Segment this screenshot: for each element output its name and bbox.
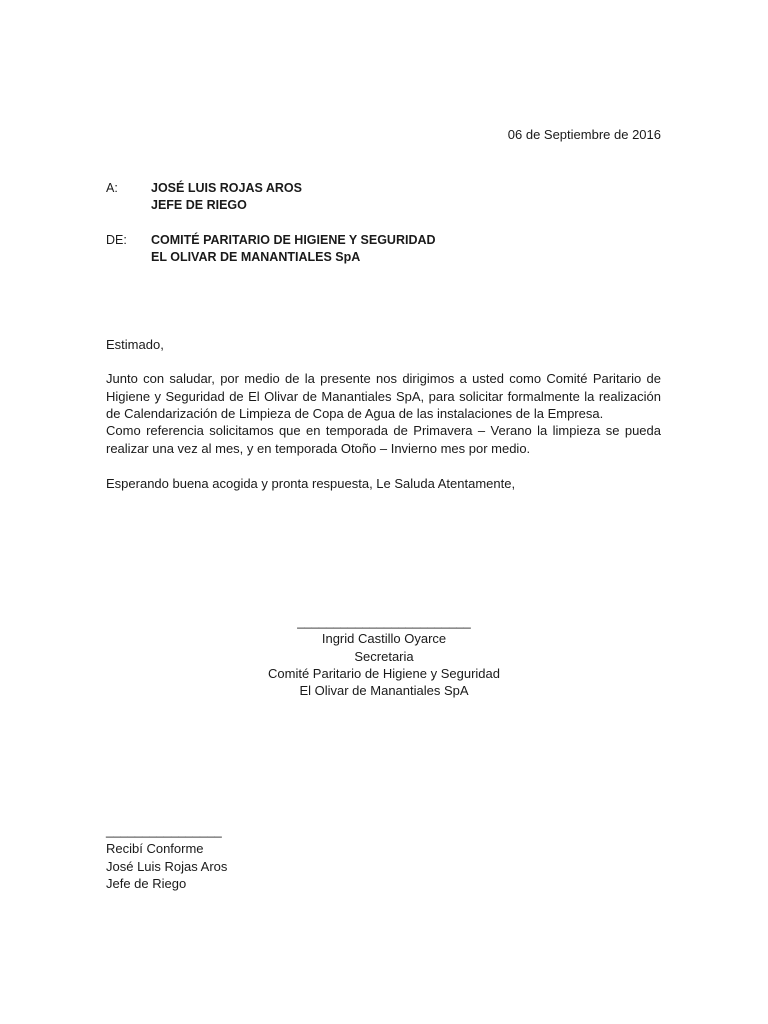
receipt-block [106,822,227,893]
recipient-title: JEFE DE RIEGO [151,198,247,212]
receipt-signature-line: ________________ [106,823,222,838]
signer-role: Secretaria [354,648,414,664]
recipient-label: A: [106,181,118,195]
closing-line: Esperando buena acogida y pronta respuesta, Le Saluda Atentamente, [106,476,516,491]
sender-name: COMITÉ PARITARIO DE HIGIENE Y SEGURIDAD [151,233,436,247]
greeting: Estimado, [106,337,164,352]
recipient-lines [151,180,302,214]
sender-label: DE: [106,233,127,247]
recipient-name: JOSÉ LUIS ROJAS AROS [151,181,302,195]
body-paragraph-2 [106,422,661,457]
signer-org-2: El Olivar de Manantiales SpA [299,683,469,699]
signer-name: Ingrid Castillo Oyarce [321,631,447,647]
receipt-role: Jefe de Riego [106,876,187,892]
paragraph-text: Como referencia solicitamos que en temporada de Primavera – Verano la limpieza se pueda realizar una vez al mes, y en temporada Otoño – Invierno mes por medio. [106,423,661,456]
sender-org: EL OLIVAR DE MANANTIALES SpA [151,250,361,264]
signature-block [200,613,568,699]
receipt-label: Recibí Conforme [106,840,204,856]
signature-line: ________________________ [297,614,471,629]
sender-lines [151,232,436,266]
letter-date: 06 de Septiembre de 2016 [507,127,661,142]
body-paragraph-1 [106,370,661,423]
signer-org-1: Comité Paritario de Higiene y Seguridad [268,665,500,681]
receipt-name: José Luis Rojas Aros [106,858,228,874]
paragraph-text: Junto con saludar, por medio de la presente nos dirigimos a usted como Comité Paritario de Higiene y Seguridad de El Olivar de Manantiales SpA, para solicitar formalmente la realización de Calendarización de Limpieza de Copa de Agua de las instalaciones de la Empresa. [106,371,661,421]
